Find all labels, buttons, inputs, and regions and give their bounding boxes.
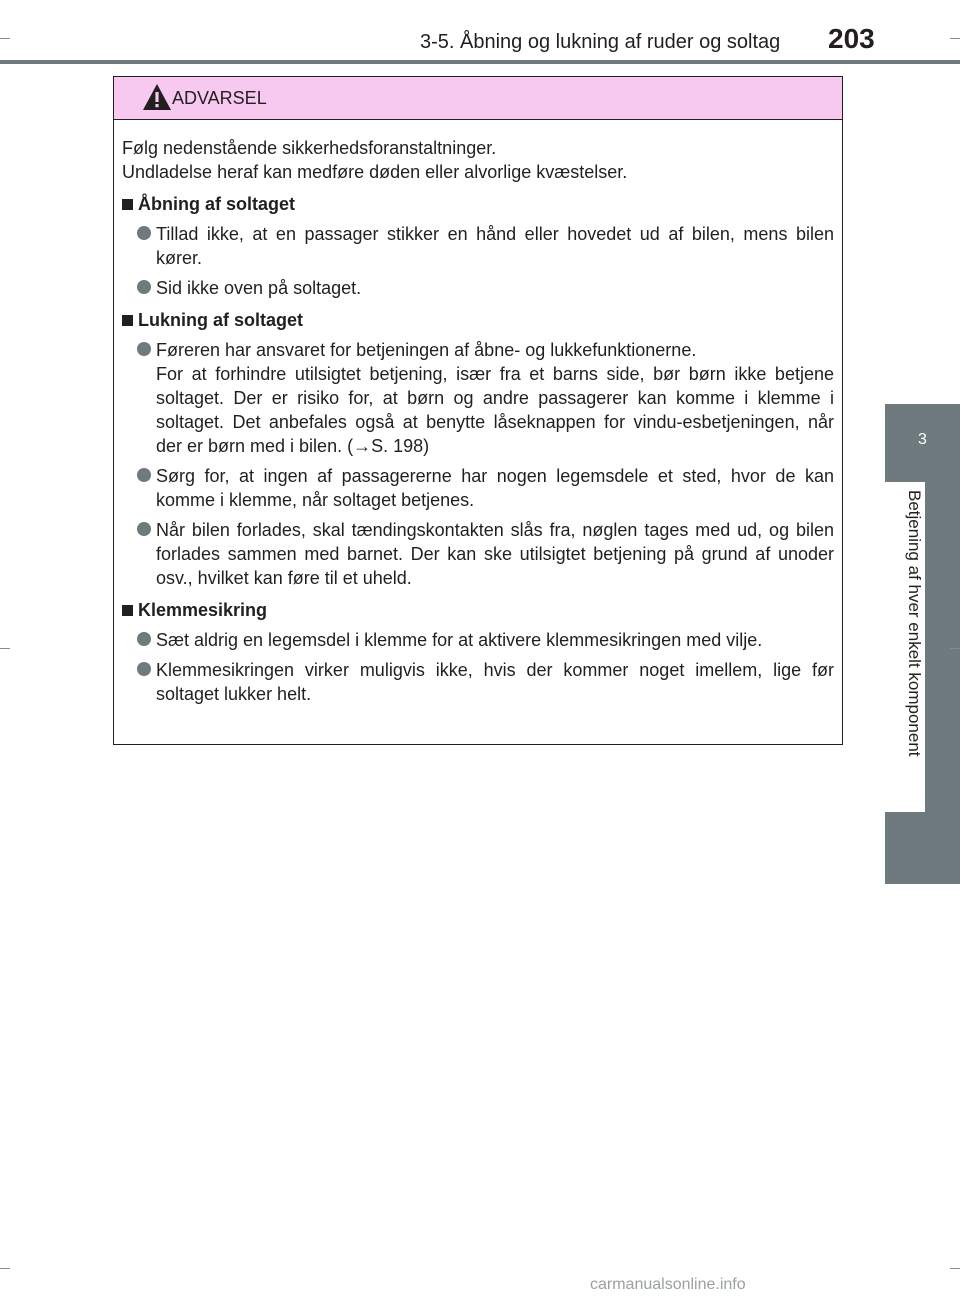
bullet-text: Sørg for, at ingen af passagererne har nogen legemsdele et sted, hvor de kan komme i klemme, når soltaget betjenes. [156,466,834,510]
section-opening [122,192,834,300]
crop-mark [0,648,10,649]
square-bullet-icon [122,605,133,616]
warning-header [114,77,842,120]
header-title: 3-5. Åbning og lukning af ruder og soltag [420,31,781,53]
square-bullet-icon [122,199,133,210]
bullet-item [122,222,834,270]
bullet-text: Føreren har ansvaret for betjeningen af åbne- og lukkefunktionerne. [156,340,697,360]
bullet-item [122,658,834,706]
section-heading-text: Lukning af soltaget [138,310,304,330]
section-heading-text: Åbning af soltaget [138,194,295,214]
bullet-item [122,518,834,590]
square-bullet-icon [122,315,133,326]
warning-label: ADVARSEL [172,88,267,108]
warning-body [114,120,842,706]
bullet-continuation: For at forhindre utilsigtet betjening, især fra et barns side, bør børn ikke betjene soltaget. Der er risiko for, at børn og andre passagerer kan komme i klemme i soltaget. Det anbefales også at benytte låseknappen for vindu-esbetjeningen, når der er børn med i bilen. (→S. 198) [156,364,834,456]
chapter-number: 3 [885,404,960,482]
section-closing [122,308,834,590]
section-heading [122,308,834,332]
section-heading-text: Klemmesikring [138,600,268,620]
bullet-text: Sæt aldrig en legemsdel i klemme for at aktivere klemmesikringen med vilje. [156,630,763,650]
page-number: 203 [828,23,875,54]
crop-mark [950,38,960,39]
chapter-label: Betjening af hver enkelt komponent [905,490,924,757]
bullet-text: Når bilen forlades, skal tændingskontakten slås fra, nøglen tages med ud, og bilen forlades sammen med barnet. Der kan ske utilsigtet betjening på grund af unoder osv., hvilket kan føre til et uheld. [156,520,834,588]
crop-mark [950,648,960,649]
bullet-dot-icon [137,632,151,646]
bullet-text: Sid ikke oven på soltaget. [156,278,362,298]
crop-mark [950,1268,960,1269]
bullet-dot-icon [137,468,151,482]
warning-intro [122,136,834,184]
intro-line: Undladelse heraf kan medføre døden eller alvorlige kvæstelser. [122,162,628,182]
bullet-dot-icon [137,226,151,240]
warning-box [113,76,843,745]
section-heading [122,598,834,622]
section-heading [122,192,834,216]
header-rule [0,60,960,64]
crop-mark [0,38,10,39]
bullet-dot-icon [137,342,151,356]
bullet-item [122,276,834,300]
bullet-text: Klemmesikringen virker muligvis ikke, hvis der kommer noget imellem, lige før soltaget lukker helt. [156,660,834,704]
bullet-item [122,338,834,458]
bullet-item [122,628,834,652]
bullet-dot-icon [137,522,151,536]
crop-mark [0,1268,10,1269]
section-pinch-protection [122,598,834,706]
footer-watermark: carmanualsonline.info [590,1276,746,1293]
bullet-dot-icon [137,280,151,294]
warning-triangle-icon [142,83,172,111]
bullet-text: Tillad ikke, at en passager stikker en hånd eller hovedet ud af bilen, mens bilen kører. [156,224,834,268]
intro-line: Følg nedenstående sikkerhedsforanstaltninger. [122,138,497,158]
bullet-dot-icon [137,662,151,676]
bullet-item [122,464,834,512]
